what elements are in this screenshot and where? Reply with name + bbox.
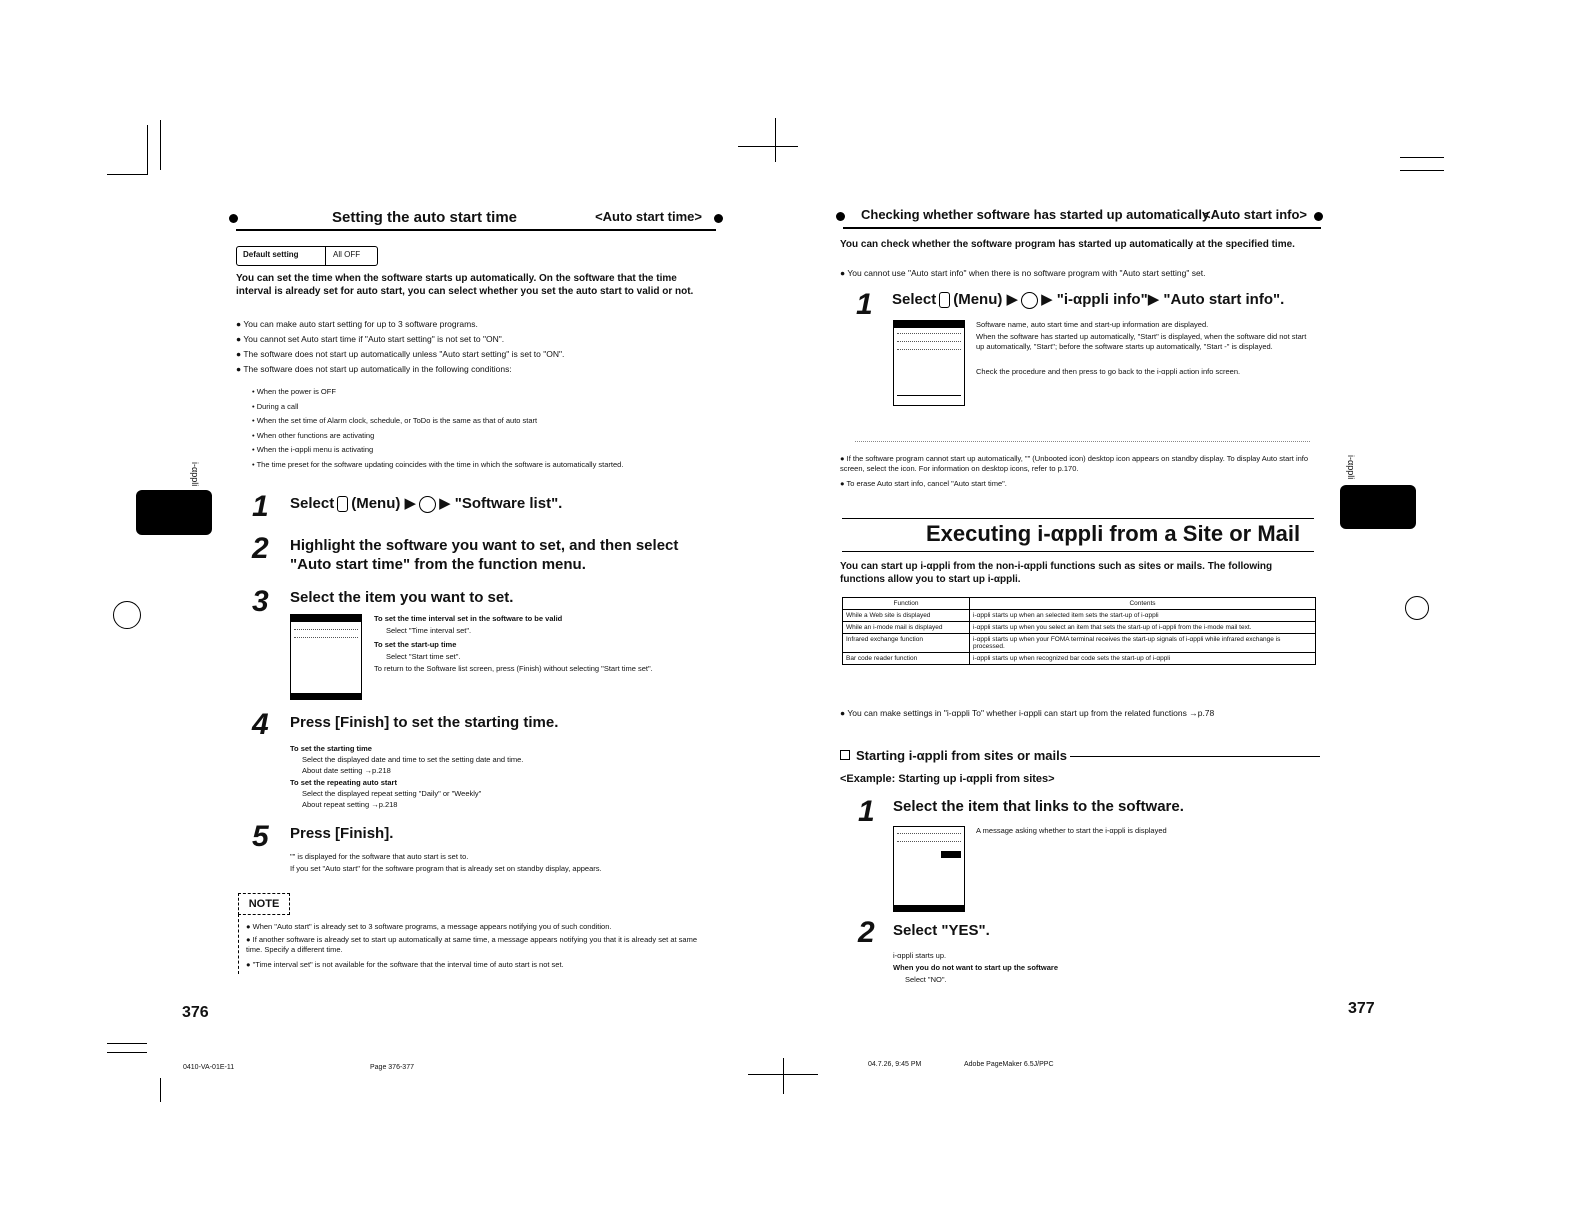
registration-mark-icon: [113, 601, 141, 629]
condition-item: • When the set time of Alarm clock, schedule, or ToDo is the same as that of auto start: [252, 416, 538, 425]
menu-key-icon: [939, 292, 950, 308]
step-number: 2: [252, 532, 269, 565]
step-text: Select the item you want to set.: [290, 589, 514, 606]
step-note: About repeat setting →p.218: [302, 800, 398, 809]
subsection-bullet-icon: [840, 750, 850, 760]
step-note: Software name, auto start time and start-up information are displayed.: [976, 320, 1209, 329]
bullet-item: ● The software does not start up automatically in the following conditions:: [236, 364, 512, 374]
step-note: Select "Start time set".: [386, 652, 461, 661]
step-text: Select (Menu) ▶ ▶ "i-αppli info"▶ "Auto start info".: [892, 291, 1285, 308]
crop-mark: [147, 125, 148, 175]
step-text: Select "YES".: [893, 922, 990, 939]
bullet-item: ● You cannot set Auto start time if "Auto start setting" is not set to "ON".: [236, 334, 505, 344]
condition-item: • When other functions are activating: [252, 431, 375, 440]
crop-mark: [107, 1043, 147, 1044]
bullet-item: ● The software does not start up automatically unless "Auto start setting" is set to "ON".: [236, 349, 565, 359]
step-note: Check the procedure and then press to go back to the i-αppli action info screen.: [976, 367, 1241, 376]
footer-text: Page 376-377: [370, 1064, 414, 1071]
chapter-title: Executing i-αppli from a Site or Mail: [926, 521, 1301, 546]
section-bullet-icon: [1314, 212, 1323, 221]
crop-mark: [160, 1078, 161, 1102]
phone-screen-image: [893, 826, 965, 912]
section-tag: <Auto start info>: [1202, 207, 1307, 222]
step-note: Select "Time interval set".: [386, 626, 472, 635]
phone-screen-image: [893, 320, 965, 406]
intro-text: You can set the time when the software starts up automatically. On the software that the time interval is already set for auto start, you can select whether you set the auto start to valid or not.: [236, 273, 694, 297]
note-label: NOTE: [238, 893, 290, 915]
step-note: A message asking whether to start the i-αppli is displayed: [976, 826, 1167, 835]
dotted-rule: [855, 441, 1310, 442]
bullet-item: ● If the software program cannot start up automatically, "" (Unbooted icon) desktop icon appears on standby display. To display Auto start info screen, select the icon. For information on desktop icons, refer to p.170.: [840, 454, 1309, 473]
side-label: i-αppli: [190, 462, 200, 487]
page-number: 376: [182, 1004, 209, 1021]
footer-text: Adobe PageMaker 6.5J/PPC: [964, 1061, 1054, 1068]
step-note: Select "NO".: [905, 975, 947, 984]
step-note: "" is displayed for the software that auto start is set to.: [290, 852, 469, 861]
default-value: All OFF: [333, 250, 361, 259]
chapter-header: [842, 518, 1314, 552]
bullet-item: ● To erase Auto start info, cancel "Auto start time".: [840, 479, 1007, 488]
table-row: Bar code reader function i-αppli starts up when recognized bar code sets the start-up of i-αppli: [843, 653, 1316, 665]
step-note: If you set "Auto start" for the software program that is already set on standby display, appears.: [290, 864, 602, 873]
section-tag: <Auto start time>: [595, 209, 702, 224]
example-label: <Example: Starting up i-αppli from sites>: [840, 773, 1055, 785]
step-note: To return to the Software list screen, press (Finish) without selecting "Start time set".: [374, 664, 653, 673]
step-note: When you do not want to start up the software: [893, 963, 1058, 972]
phone-screen-image: [290, 614, 362, 700]
step-text: Highlight the software you want to set, and then select "Auto start time" from the function menu.: [290, 537, 679, 573]
step-number: 3: [252, 585, 269, 618]
registration-mark-icon: [1405, 596, 1429, 620]
appli-menu-icon: [419, 496, 436, 513]
step-number: 5: [252, 820, 269, 853]
table-row: While a Web site is displayed i-αppli starts up when an selected item sets the start-up of i-αppli: [843, 610, 1316, 622]
condition-item: • The time preset for the software updating coincides with the time in which the software is automatically started.: [252, 460, 624, 469]
step-note: Select the displayed date and time to set the setting date and time.: [302, 755, 524, 764]
table-header: Function: [843, 598, 970, 610]
step-note: When the software has started up automatically, "Start" is displayed, when the software did not start up automatically, "Start"; before the software starts up automatically, "Start -" is displayed.: [976, 332, 1307, 351]
step-note: i-αppli starts up.: [893, 951, 947, 960]
step-note: To set the starting time: [290, 744, 372, 753]
step-number: 4: [252, 708, 269, 741]
bullet-item: ● You can make auto start setting for up to 3 software programs.: [236, 319, 478, 329]
table-header: Contents: [970, 598, 1316, 610]
step-number: 1: [856, 288, 873, 321]
intro-text: You can check whether the software program has started up automatically at the specified time.: [840, 239, 1295, 250]
default-setting-badge: [236, 246, 378, 266]
section-title: Checking whether software has started up automatically: [861, 207, 1210, 222]
crop-mark: [160, 120, 161, 170]
bullet-item: ● You cannot use "Auto start info" when there is no software program with "Auto start setting" set.: [840, 268, 1206, 278]
step-number: 1: [858, 795, 875, 828]
step-note: Select the displayed repeat setting "Daily" or "Weekly": [302, 789, 482, 798]
note-item: ● If another software is already set to start up automatically at same time, a message appears notifying you that it is already set at same time. Specify a different time.: [246, 935, 698, 954]
subsection-title: Starting i-αppli from sites or mails: [840, 748, 1320, 763]
step-text: Press [Finish].: [290, 825, 394, 842]
section-bullet-icon: [714, 214, 723, 223]
function-table: [842, 597, 1316, 665]
crop-mark: [738, 146, 798, 147]
crop-mark: [775, 118, 776, 162]
condition-item: • When the i-αppli menu is activating: [252, 445, 374, 454]
bullet-item: ● You can make settings in "i-αppli To" whether i-αppli can start up from the related functions →p.78: [840, 708, 1215, 718]
crop-mark: [783, 1058, 784, 1094]
section-header: [236, 209, 716, 231]
intro-text: You can start up i-αppli from the non-i-αppli functions such as sites or mails. The following functions allow you to start up i-αppli.: [840, 561, 1273, 585]
step-note: To set the repeating auto start: [290, 778, 397, 787]
step-text: Select (Menu) ▶ ▶ "Software list".: [290, 495, 563, 512]
default-label: Default setting: [243, 250, 299, 259]
note-rule: [238, 914, 240, 974]
table-row: Infrared exchange function i-αppli starts up when your FOMA terminal receives the start-up signals of i-αppli while infrared exchange is processed.: [843, 634, 1316, 653]
note-item: ● When "Auto start" is already set to 3 software programs, a message appears notifying you of such condition.: [246, 922, 612, 931]
condition-item: • During a call: [252, 402, 299, 411]
side-label: i-αppli: [1346, 455, 1356, 480]
condition-item: • When the power is OFF: [252, 387, 336, 396]
step-text: Select the item that links to the software.: [893, 798, 1184, 815]
footer-text: 04.7.26, 9:45 PM: [868, 1061, 922, 1068]
crop-mark: [107, 1052, 147, 1053]
thumb-index-tab: [1340, 485, 1416, 529]
step-text: Press [Finish] to set the starting time.: [290, 714, 559, 731]
step-number: 2: [858, 916, 875, 949]
page-number: 377: [1348, 1000, 1375, 1017]
step-number: 1: [252, 490, 269, 523]
step-note: About date setting →p.218: [302, 766, 391, 775]
crop-mark: [107, 174, 147, 175]
crop-mark: [1400, 157, 1444, 158]
note-item: ● "Time interval set" is not available for the software that the interval time of auto start is not set.: [246, 960, 564, 969]
thumb-index-tab: [136, 490, 212, 535]
step-note: To set the start-up time: [374, 640, 457, 649]
menu-key-icon: [337, 496, 348, 512]
footer-text: 0410-VA-01E-11: [183, 1064, 235, 1071]
section-title: Setting the auto start time: [332, 209, 518, 226]
appli-menu-icon: [1021, 292, 1038, 309]
table-row: While an i-mode mail is displayed i-αppli starts up when you select an item that sets the start-up of i-αppli from the i-mode mail text.: [843, 622, 1316, 634]
section-header: [843, 207, 1321, 229]
step-note: To set the time interval set in the software to be valid: [374, 614, 563, 623]
crop-mark: [1400, 170, 1444, 171]
